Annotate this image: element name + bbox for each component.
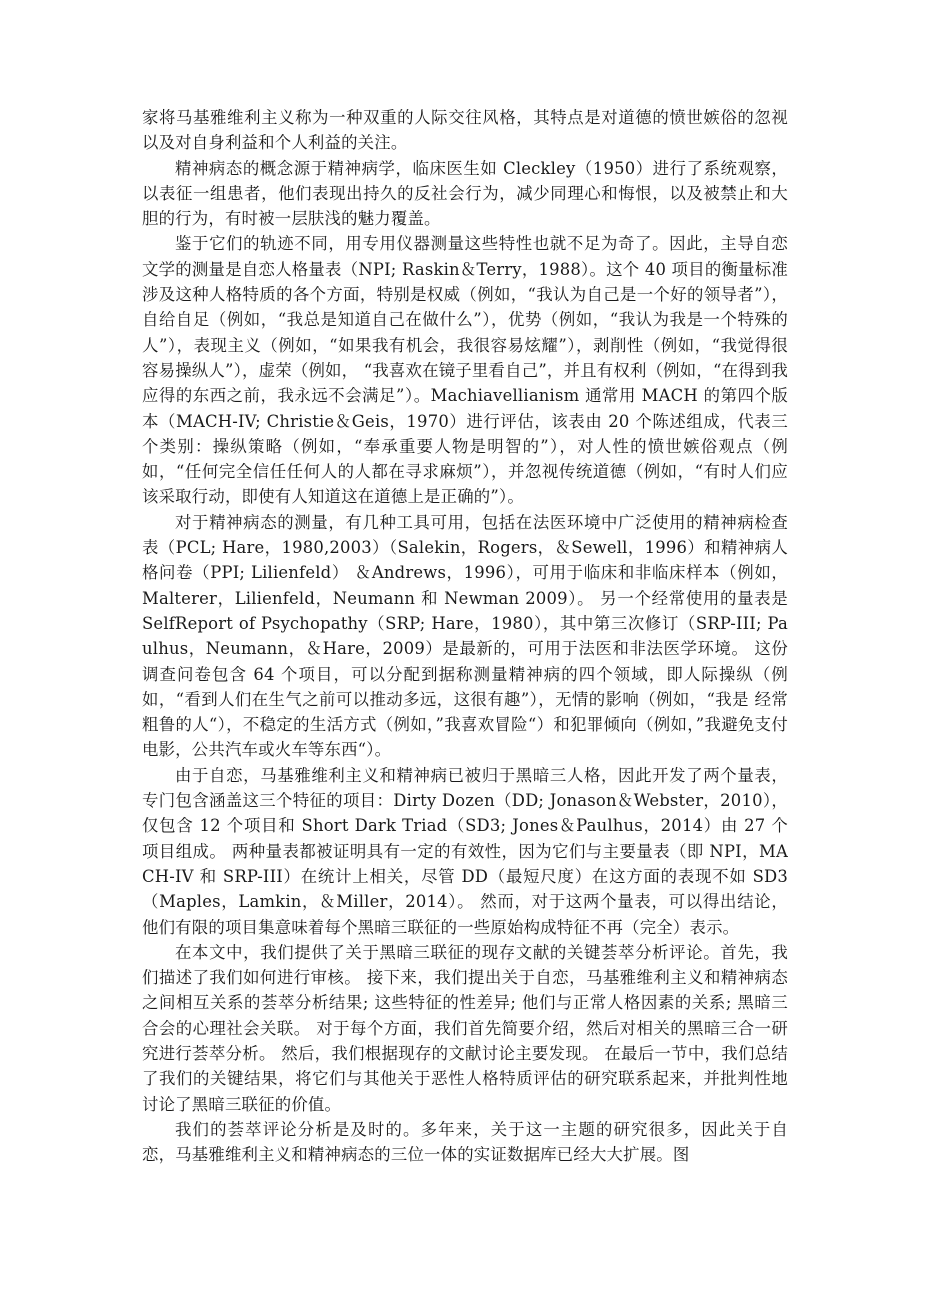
- paragraph-dark-triad-scales: 由于自恋，马基雅维利主义和精神病已被归于黑暗三人格，因此开发了两个量表，专门包含涵盖这三个特征的项目：Dirty Dozen（DD; Jonason＆Webster，2010），仅包含 12 个项目和 Short Dark Triad（SD3; Jones＆Paulhus，2014）由 27 个项目组成。 两种量表都被证明具有一定的有效性，因为它们与主要量表（即 NPI，MACH-IV 和 SRP-III）在统计上相关，尽管 DD（最短尺度）在这方面的表现不如 SD3（Maples，Lamkin，＆Miller，2014）。 然而，对于这两个量表，可以得出结论，他们有限的项目集意味着每个黑暗三联征的一些原始构成特征不再（完全）表示。: [142, 765, 788, 937]
- document-body: [142, 105, 788, 1167]
- paragraph-paper-overview: 在本文中，我们提供了关于黑暗三联征的现存文献的关键荟萃分析评论。首先，我们描述了我们如何进行审核。 接下来，我们提出关于自恋，马基雅维利主义和精神病态之间相互关系的荟萃分析结果; 这些特征的性差异; 他们与正常人格因素的关系; 黑暗三合会的心理社会关联。 对于每个方面，我们首先简要介绍，然后对相关的黑暗三合一研究进行荟萃分析。 然后，我们根据现存的文献讨论主要发现。 在最后一节中，我们总结了我们的关键结果，将它们与其他关于恶性人格特质评估的研究联系起来，并批判性地讨论了黑暗三联征的价值。: [142, 942, 788, 1114]
- paragraph-measurement-npi-mach: 鉴于它们的轨迹不同，用专用仪器测量这些特性也就不足为奇了。因此，主导自恋文学的测量是自恋人格量表（NPI; Raskin＆Terry，1988）。这个 40 项目的衡量标准涉及这种人格特质的各个方面，特别是权威（例如，“我认为自己是一个好的领导者”），自给自足（例如，“我总是知道自己在做什么”），优势（例如，“我认为我是一个特殊的人”），表现主义（例如，“如果我有机会，我很容易炫耀”），剥削性（例如，“我觉得很容易操纵人”），虚荣（例如， “我喜欢在镜子里看自己”，并且有权利（例如，“在得到我应得的东西之前，我永远不会满足”）。Machiavellianism 通常用 MACH 的第四个版本（MACH-IV; Christie＆Geis，1970）进行评估，该表由 20 个陈述组成，代表三个类别：操纵策略（例如，“奉承重要人物是明智的”），对人性的愤世嫉俗观点（例如，“任何完全信任任何人的人都在寻求麻烦”），并忽视传统道德（例如，“有时人们应该采取行动，即使有人知道这在道德上是正确的”）。: [142, 234, 788, 507]
- paragraph-timeliness: 我们的荟萃评论分析是及时的。多年来，关于这一主题的研究很多，因此关于自恋，马基雅维利主义和精神病态的三位一体的实证数据库已经大大扩展。图: [142, 1119, 788, 1165]
- paragraph-machiavellianism-continued: 家将马基雅维利主义称为一种双重的人际交往风格，其特点是对道德的愤世嫉俗的忽视以及对自身利益和个人利益的关注。: [142, 108, 788, 153]
- paragraph-psychopathy-measurement: 对于精神病态的测量，有几种工具可用，包括在法医环境中广泛使用的精神病检查表（PCL; Hare，1980,2003）（Salekin，Rogers，＆Sewell，1996）和精神病人格问卷（PPI; Lilienfeld） ＆Andrews，1996），可用于临床和非临床样本（例如，Malterer，Lilienfeld，Neumann 和 Newman 2009）。 另一个经常使用的量表是 SelfReport of Psychopathy（SRP; Hare，1980），其中第三次修订（SRP-III; Paulhus，Neumann，＆Hare，2009）是最新的，可用于法医和非法医学环境。 这份调查问卷包含 64 个项目，可以分配到据称测量精神病的四个领域，即人际操纵（例如，“看到人们在生气之前可以推动多远，这很有趣”），无情的影响（例如，“我是 经常粗鲁的人“），不稳定的生活方式（例如，”我喜欢冒险“）和犯罪倾向（例如，”我避免支付电影，公共汽车或火车等东西“）。: [142, 512, 788, 760]
- paragraph-psychopathy-concept: 精神病态的概念源于精神病学，临床医生如 Cleckley（1950）进行了系统观察，以表征一组患者，他们表现出持久的反社会行为，减少同理心和悔恨，以及被禁止和大胆的行为，有时被一层肤浅的魅力覆盖。: [142, 158, 788, 229]
